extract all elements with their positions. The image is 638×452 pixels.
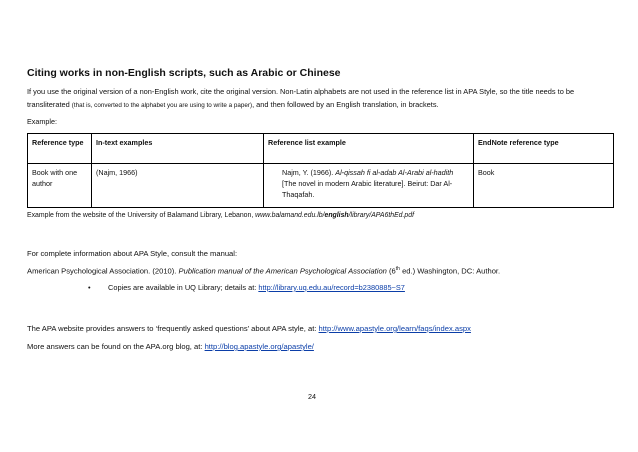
- reference-author: Najm, Y. (1966).: [282, 168, 336, 177]
- section-heading: Citing works in non-English scripts, such as Arabic or Chinese: [27, 67, 341, 79]
- intro-paragraph: [27, 85, 613, 112]
- intro-text-1: If you use the original version of a non-English work, cite the original version. Non-Latin alphabets are not used in the reference list in APA Style, so the title needs to be transliterated: [27, 87, 575, 109]
- source-prefix: Example from the website of the University of Balamand Library, Lebanon,: [27, 212, 256, 219]
- header-reference-list-example: Reference list example: [264, 134, 474, 164]
- reference-details: [The novel in modern Arabic literature]. Beirut: Dar Al-Thaqafah.: [282, 179, 453, 199]
- source-url-part-c: /library/APA6thEd.pdf: [348, 212, 414, 219]
- intro-text-3: , and then followed by an English translation, in brackets.: [252, 100, 439, 109]
- citation-edition-pre: (6: [386, 266, 396, 276]
- faq-text: The APA website provides answers to ‘frequently asked questions’ about APA style, at:: [27, 324, 319, 333]
- example-source-note: [27, 212, 414, 219]
- manual-citation: [27, 266, 500, 276]
- consult-manual-text: For complete information about APA Style, consult the manual:: [27, 249, 238, 258]
- reference-entry: [274, 167, 469, 200]
- apa-blog-link[interactable]: http://blog.apastyle.org/apastyle/: [204, 342, 314, 351]
- blog-text: More answers can be found on the APA.org blog, at:: [27, 342, 205, 351]
- header-in-text-examples: In-text examples: [92, 134, 264, 164]
- source-url-part-b: english: [324, 212, 349, 219]
- table-header-row: [28, 134, 614, 164]
- cell-endnote-type: Book: [474, 164, 614, 208]
- citation-edition-post: ed.) Washington, DC: Author.: [399, 266, 501, 276]
- citation-author: American Psychological Association. (2010).: [27, 266, 179, 276]
- blog-paragraph: [27, 342, 314, 351]
- header-reference-type: Reference type: [28, 134, 92, 164]
- citation-title: Publication manual of the American Psychological Association: [178, 266, 387, 276]
- reference-title: Al-qissah fi al-adab Al-Arabi al-hadith: [335, 168, 454, 177]
- cell-reference-list-example: [264, 164, 474, 208]
- bullet-icon: •: [88, 283, 91, 292]
- library-bullet: [88, 283, 405, 292]
- cell-in-text-example: (Najm, 1966): [92, 164, 264, 208]
- header-endnote-reference-type: EndNote reference type: [474, 134, 614, 164]
- citation-edition-sup: th: [395, 266, 400, 272]
- uq-library-link[interactable]: http://library.uq.edu.au/record=b2380885~S7: [258, 283, 405, 292]
- cell-reference-type: Book with one author: [28, 164, 92, 208]
- apa-faq-link[interactable]: http://www.apastyle.org/learn/faqs/index.aspx: [318, 324, 471, 333]
- page-number: 24: [308, 392, 316, 401]
- table-row: [28, 164, 614, 208]
- bullet-text: Copies are available in UQ Library; details at:: [108, 283, 259, 292]
- source-url-part-a: www.balamand.edu.lb/: [255, 212, 325, 219]
- intro-text-2: (that is, converted to the alphabet you are using to write a paper): [71, 102, 253, 109]
- faq-paragraph: [27, 324, 471, 333]
- reference-table: [27, 133, 614, 208]
- example-label: Example:: [27, 117, 57, 126]
